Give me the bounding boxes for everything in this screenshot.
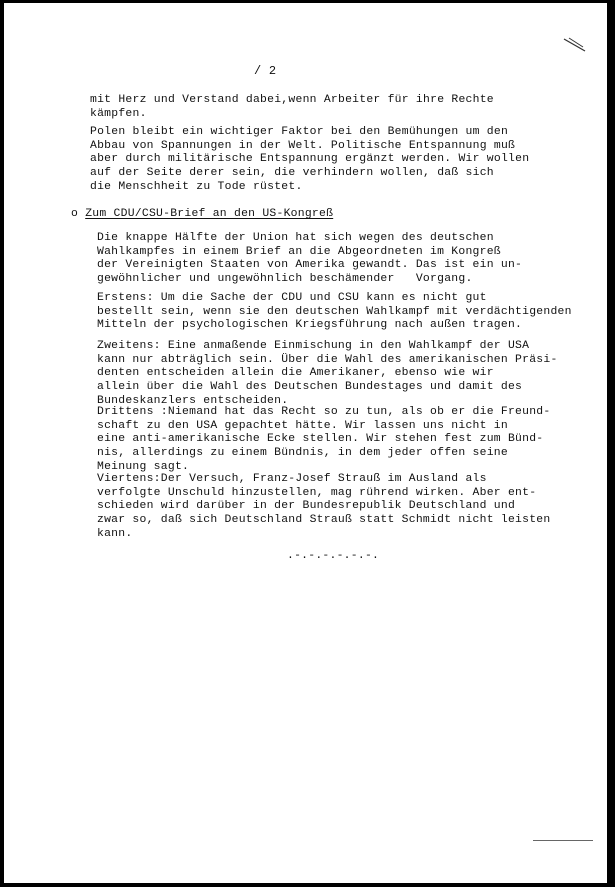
text-line: eine anti-amerikanische Ecke stellen. Wir stehen fest zum Bünd- (97, 433, 544, 446)
text-line: allein über die Wahl des Deutschen Bundestages und damit des (97, 381, 523, 394)
paragraph (97, 292, 572, 333)
text-line: Abbau von Spannungen in der Welt. Politische Entspannung muß (90, 139, 516, 152)
scan-artifact-line (533, 840, 593, 841)
page-number: / 2 (254, 64, 277, 78)
document-page (4, 3, 607, 883)
paragraph (97, 406, 550, 475)
pen-stroke-mark (563, 37, 587, 53)
text-line: die Menschheit zu Tode rüstet. (90, 180, 303, 193)
section-heading (71, 208, 333, 220)
text-line: gewöhnlicher und ungewöhnlich beschämender Vorgang. (97, 273, 473, 286)
text-line: auf der Seite derer sein, die verhindern wollen, daß sich (90, 167, 494, 180)
bullet-marker: o (71, 208, 79, 220)
text-line: kann. (97, 527, 133, 540)
text-line: kann nur abträglich sein. Über die Wahl des amerikanischen Präsi- (97, 353, 558, 366)
text-line: der Vereinigten Staaten von Amerika gewandt. Das ist ein un- (97, 259, 523, 272)
paragraph (97, 232, 522, 287)
text-line: nis, allerdings zu einem Bündnis, in dem jeder offen seine (97, 447, 508, 460)
text-line: bestellt sein, wenn sie den deutschen Wahlkampf mit verdächtigenden (97, 305, 572, 318)
text-line: Zweitens: Eine anmaßende Einmischung in den Wahlkampf der USA (97, 340, 530, 352)
text-line: zwar so, daß sich Deutschland Strauß statt Schmidt nicht leisten (97, 514, 551, 527)
text-line: Erstens: Um die Sache der CDU und CSU kann es nicht gut (97, 292, 487, 304)
text-line: Bundeskanzlers entscheiden. (97, 394, 289, 407)
text-line: verfolgte Unschuld hinzustellen, mag rührend wirken. Aber ent- (97, 486, 537, 499)
text-line: Meinung sagt. (97, 460, 190, 473)
text-line: Wahlkampfes in einem Brief an die Abgeordneten im Kongreß (97, 245, 501, 258)
paragraph (90, 94, 494, 121)
paragraph (90, 126, 529, 195)
text-line: aber durch militärische Entspannung ergänzt werden. Wir wollen (90, 153, 530, 166)
text-line: schieden wird darüber in der Bundesrepublik Deutschland und (97, 500, 516, 513)
paragraph (97, 473, 550, 542)
text-line: Drittens :Niemand hat das Recht so zu tun, als ob er die Freund- (97, 406, 551, 418)
text-line: denten entscheiden allein die Amerikaner, ebenso wie wir (97, 367, 494, 380)
section-title: Zum CDU/CSU-Brief an den US-Kongreß (85, 208, 334, 220)
text-line: schaft zu den USA gepachtet hätte. Wir lassen uns nicht in (97, 419, 508, 432)
text-line: Mitteln der psychologischen Kriegsführung nach außen tragen. (97, 319, 523, 332)
paragraph (97, 340, 558, 409)
end-mark: .-.-.-.-.-.-. (287, 550, 380, 562)
text-line: Viertens:Der Versuch, Franz-Josef Strauß im Ausland als (97, 473, 487, 485)
text-line: Die knappe Hälfte der Union hat sich wegen des deutschen (97, 232, 494, 244)
text-line: Polen bleibt ein wichtiger Faktor bei den Bemühungen um den (90, 126, 509, 138)
text-line: kämpfen. (90, 107, 147, 120)
text-line: mit Herz und Verstand dabei,wenn Arbeiter für ihre Rechte (90, 94, 494, 106)
